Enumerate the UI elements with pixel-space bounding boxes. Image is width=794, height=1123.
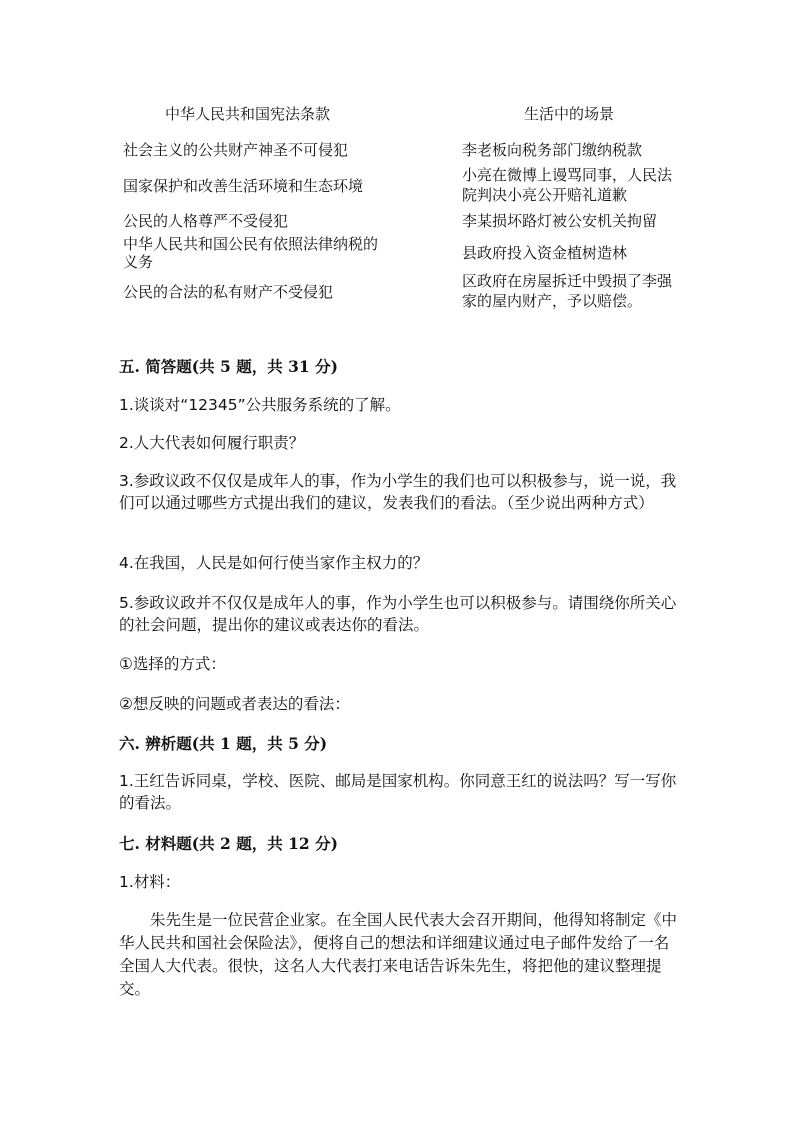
- left-column-header: 中华人民共和国宪法条款: [165, 105, 331, 123]
- question-5-2: 2.人大代表如何履行职责？: [119, 434, 305, 452]
- right-column-header: 生活中的场景: [524, 105, 615, 123]
- question-5-1: 1.谈谈对“12345”公共服务系统的了解。: [119, 396, 401, 414]
- question-5-5-part-b: ②想反映的问题或者表达的看法：: [119, 695, 350, 713]
- material-paragraph: 朱先生是一位民营企业家。在全国人民代表大会召开期间，他得知将制定《中华人民共和国社会保险法》，便将自己的想法和详细建议通过电子邮件发给了一名全国人大代表。很快，这名人大代表打来电话告诉朱先生，将把他的建议整理提交。: [119, 911, 678, 998]
- section-5-title: 五. 简答题(共 5 题，共 31 分): [119, 357, 338, 376]
- left-item: 公民的人格尊严不受侵犯: [123, 212, 289, 230]
- left-item: 中华人民共和国公民有依照法律纳税的义务: [123, 235, 379, 269]
- right-item: 李老板向税务部门缴纳税款: [462, 141, 643, 159]
- right-item: 李某损坏路灯被公安机关拘留: [462, 212, 658, 230]
- left-item: 国家保护和改善生活环境和生态环境: [123, 177, 364, 195]
- left-item: 社会主义的公共财产神圣不可侵犯: [123, 141, 349, 159]
- question-6-1: 1.王红告诉同桌，学校、医院、邮局是国家机构。你同意王红的说法吗？写一写你的看法。: [119, 772, 677, 812]
- question-5-5-part-a: ①选择的方式：: [119, 655, 226, 673]
- section-6-title: 六. 辨析题(共 1 题，共 5 分): [119, 734, 328, 753]
- section-7-title: 七. 材料题(共 2 题，共 12 分): [119, 834, 338, 853]
- right-item: 区政府在房屋拆迁中毁损了李强家的屋内财产，予以赔偿。: [462, 272, 673, 310]
- question-5-5: 5.参政议政并不仅仅是成年人的事，作为小学生也可以积极参与。请围绕你所关心的社会问题，提出你的建议或表达你的看法。: [119, 594, 677, 634]
- question-5-4: 4.在我国，人民是如何行使当家作主权力的？: [119, 554, 429, 572]
- question-7-1-label: 1.材料：: [119, 873, 181, 891]
- right-item: 小亮在微博上谩骂同事，人民法院判决小亮公开赔礼道歉: [462, 166, 673, 204]
- right-item: 县政府投入资金植树造林: [462, 244, 628, 262]
- left-item: 公民的合法的私有财产不受侵犯: [123, 283, 334, 301]
- question-5-3: 3.参政议政不仅仅是成年人的事，作为小学生的我们也可以积极参与，说一说，我们可以通过哪些方式提出我们的建议，发表我们的看法。（至少说出两种方式）: [119, 472, 677, 512]
